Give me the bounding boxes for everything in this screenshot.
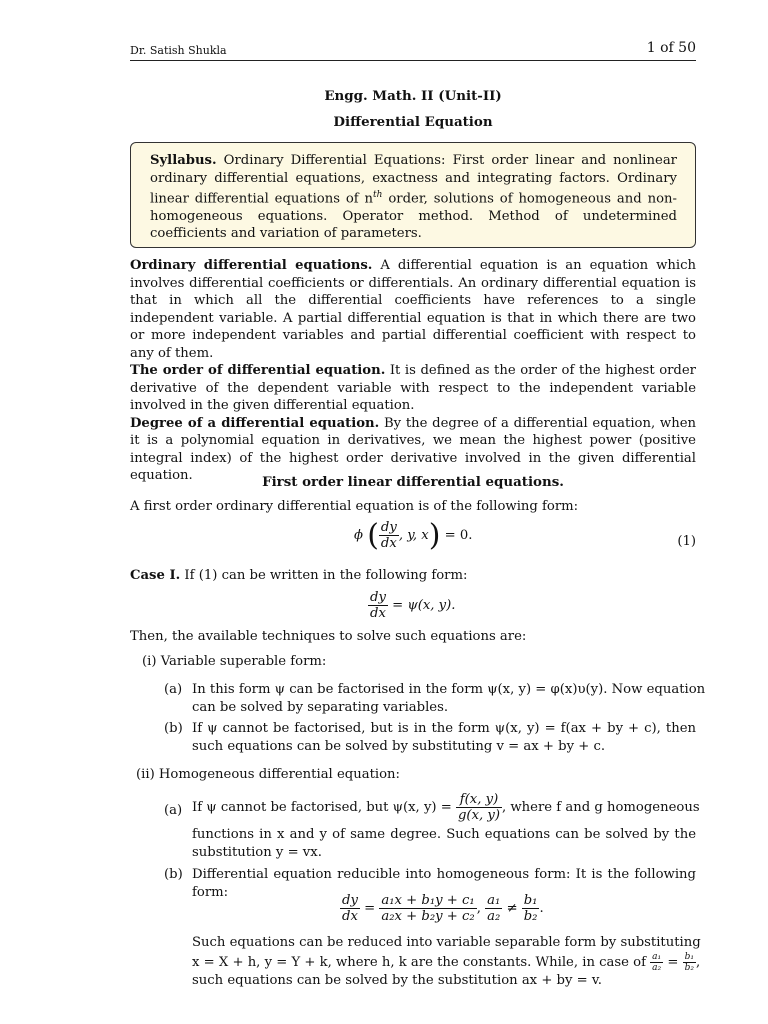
item-marker: (b): [164, 867, 183, 882]
document-title: Engg. Math. II (Unit-II): [324, 88, 502, 104]
item-text: , where f and g homogeneous: [502, 800, 700, 815]
item-line: If ψ cannot be factorised, but is in the form ψ(x, y) = f(ax + by + c), then: [192, 721, 696, 736]
page-header: [130, 40, 696, 61]
numerator: dy: [370, 590, 386, 605]
syllabus-text-2: order, solutions of homogeneous and non-homogeneous equations. Operator method. Method of undetermined coefficients and variation of parameters.: [150, 191, 677, 242]
eq-equals: =: [667, 954, 679, 970]
fraction: [368, 590, 388, 621]
item-line: In this form ψ can be factorised in the form ψ(x, y) = φ(x)υ(y). Now equation: [192, 682, 706, 697]
fraction: [340, 893, 360, 924]
numerator: a₁: [487, 893, 501, 908]
eq-equals: =: [364, 901, 376, 916]
fraction: [683, 952, 696, 973]
fraction: [650, 952, 663, 973]
fraction: [379, 893, 476, 924]
syllabus-text: Ordinary Differential Equations: First order linear and nonlinear ordinary differential equations, exactness and integrating factors. Ordinary linear differential equations of n: [150, 153, 677, 207]
eq-comma: ,: [476, 901, 481, 916]
item-marker: (a): [164, 803, 183, 818]
item-line: such equations can be solved by the substitution ax + by = v.: [192, 972, 602, 988]
denominator: a₂x + b₂y + c₂: [381, 909, 475, 924]
eq-not-equal: ≠: [506, 901, 518, 916]
definition-label: The order of differential equation.: [130, 363, 386, 378]
denominator: a₂: [652, 962, 662, 973]
item-line: functions in x and y of same degree. Such equations can be solved by the: [192, 827, 696, 842]
item-text: x = X + h, y = Y + k, where h, k are the constants. While, in case of: [192, 954, 646, 970]
eq-phi: ϕ: [354, 528, 363, 543]
definition-text: It is defined as the order of the highest order derivative of the dependent variable with respect to the independent variable involved in the given differential equation.: [130, 363, 696, 413]
definition-order: [130, 362, 696, 415]
item-line: can be solved by separating variables.: [192, 699, 449, 715]
eq-equals: = 0.: [444, 528, 473, 543]
numerator: b₁: [684, 951, 694, 962]
techniques-text: Then, the available techniques to solve such equations are:: [130, 629, 527, 644]
item-marker: (b): [164, 721, 183, 736]
fraction: [379, 520, 399, 551]
paren-right: ): [428, 517, 441, 553]
eq-comma: ,: [696, 954, 701, 970]
eq-dot: .: [539, 901, 544, 916]
list-item-ib: [164, 720, 696, 755]
item-line: form:: [192, 884, 229, 900]
list-item-iib-cont: [192, 934, 701, 989]
paren-left: (: [367, 517, 379, 553]
list-item-ii: (ii) Homogeneous differential equation:: [136, 767, 400, 782]
intro-text: A first order ordinary differential equation is of the following form:: [130, 499, 579, 514]
item-line: [192, 792, 700, 826]
fraction: [456, 792, 502, 823]
syllabus-superscript: th: [373, 190, 383, 200]
list-item-iia: [164, 792, 700, 861]
item-line: substitution y = vx.: [192, 844, 322, 860]
item-line: such equations can be solved by substituting v = ax + by + c.: [192, 738, 606, 754]
definitions: [130, 257, 696, 485]
list-item-i: (i) Variable superable form:: [142, 654, 327, 669]
definition-label: Ordinary differential equations.: [130, 258, 373, 273]
definition-text: By the degree of a differential equation, when it is a polynomial equation in derivatives, we mean the highest power (positive integral index) of the highest order derivative involved in the given differential equation.: [130, 415, 696, 483]
list-item-ia: [164, 681, 706, 716]
fraction: [522, 893, 540, 924]
item-line: Differential equation reducible into homogeneous form: It is the following: [192, 867, 696, 882]
item-line: Such equations can be reduced into variable separable form by substituting: [192, 935, 701, 950]
eq-rhs: = ψ(x, y).: [392, 598, 456, 613]
denominator: b₂: [684, 962, 694, 973]
syllabus-box: [130, 142, 696, 248]
denominator: dx: [370, 606, 386, 621]
numerator: b₁: [523, 893, 538, 908]
equation-1: [354, 517, 473, 553]
denominator: dx: [380, 536, 397, 551]
numerator: dy: [380, 520, 397, 535]
numerator: dy: [342, 893, 358, 908]
item-text: If ψ cannot be factorised, but ψ(x, y) =: [192, 800, 452, 815]
denominator: dx: [342, 909, 358, 924]
definition-ode: [130, 257, 696, 362]
page-number: 1 of 50: [646, 40, 696, 56]
item-marker: (a): [164, 682, 183, 697]
equation-3: [340, 893, 544, 924]
fraction: [485, 893, 502, 924]
case-text: If (1) can be written in the following form:: [180, 568, 468, 583]
definition-text: A differential equation is an equation which involves differential coefficients or differentials. An ordinary differential equation is that in which all the differential coefficients have references to a single independent variable. A partial differential equation is that in which there are two or more independent variables and partial differential coefficient with respect to any of them.: [130, 258, 696, 361]
equation-number: (1): [677, 534, 696, 549]
eq-rest: , y, x: [398, 528, 429, 543]
denominator: b₂: [523, 909, 538, 924]
section-title: First order linear differential equations.: [262, 474, 564, 490]
definition-label: Degree of a differential equation.: [130, 415, 380, 431]
author-name: Dr. Satish Shukla: [130, 44, 227, 57]
denominator: g(x, y): [457, 808, 500, 823]
case-label: Case I.: [130, 568, 181, 583]
syllabus-label: Syllabus.: [150, 153, 217, 168]
numerator: a₁x + b₁y + c₁: [381, 893, 475, 908]
denominator: a₂: [487, 909, 501, 924]
equation-2: [368, 590, 455, 621]
item-line: [192, 951, 701, 973]
case-1: [130, 567, 467, 585]
numerator: a₁: [652, 951, 662, 962]
document-subtitle: Differential Equation: [333, 114, 493, 130]
numerator: f(x, y): [456, 792, 502, 808]
